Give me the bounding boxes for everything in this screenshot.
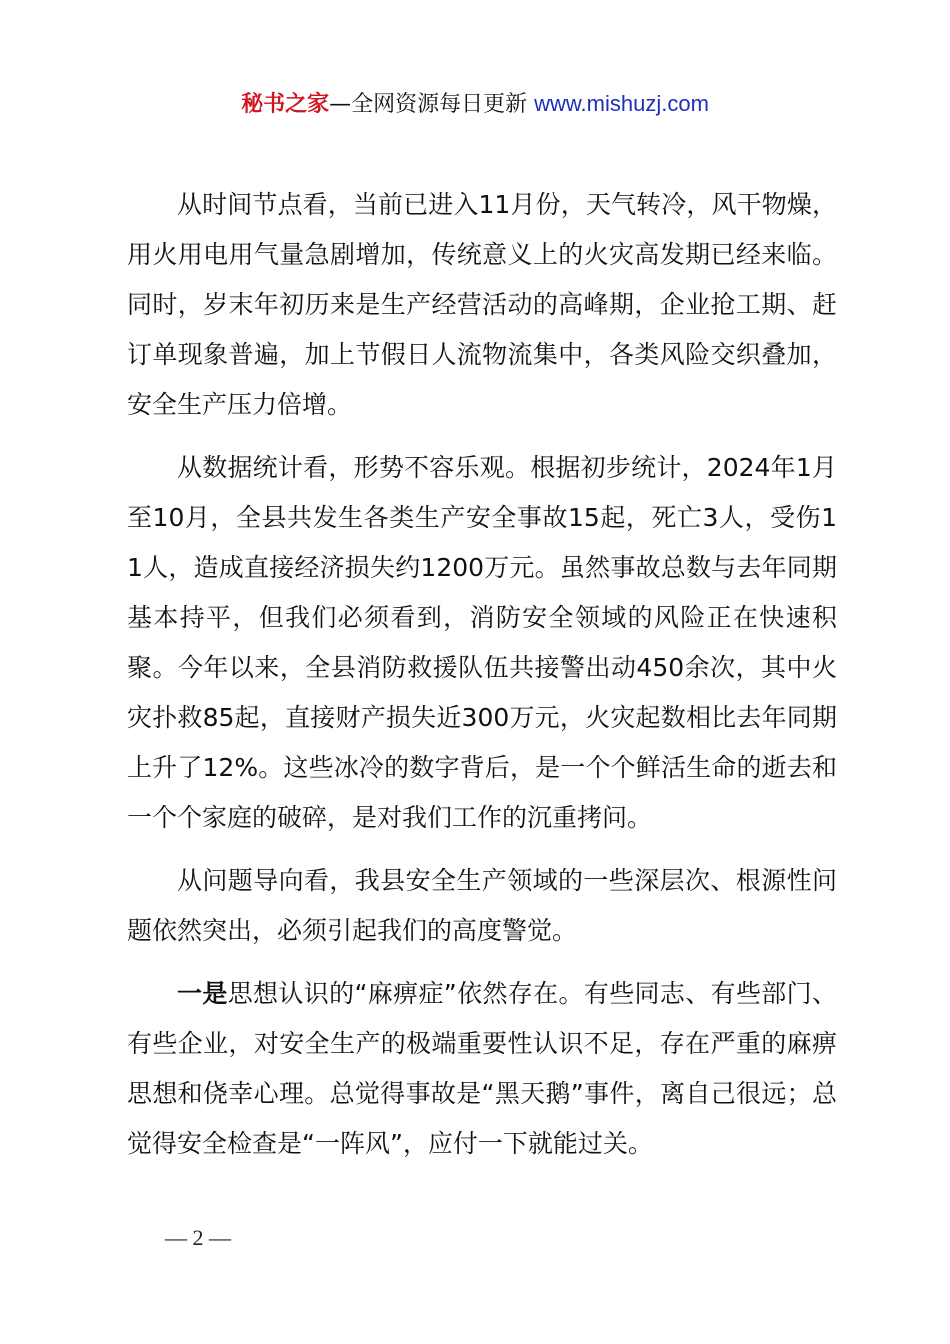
paragraph-statistics: 从数据统计看，形势不容乐观。根据初步统计，2024年1月至10月，全县共发生各类生产安全事故15起，死亡3人，受伤11人，造成直接经济损失约1200万元。虽然事故总数与去年同期基本持平，但我们必须看到，消防安全领域的风险正在快速积聚。今年以来，全县消防救援队伍共接警出动450余次，其中火灾扑救85起，直接财产损失近300万元，火灾起数相比去年同期上升了12%。这些冰冷的数字背后，是一个个鲜活生命的逝去和一个个家庭的破碎，是对我们工作的沉重拷问。 — [127, 453, 837, 832]
site-url-link[interactable]: www.mishuzj.com — [534, 91, 709, 116]
site-brand-name: 秘书之家 — [241, 92, 330, 117]
point-one-lead: 一是 — [177, 979, 228, 1008]
page-number: — 2 — — [165, 1225, 231, 1250]
document-body — [127, 180, 837, 1182]
point-one-text: 思想认识的“麻痹症”依然存在。有些同志、有些部门、有些企业，对安全生产的极端重要性认识不足，存在严重的麻痹思想和侥幸心理。总觉得事故是“黑天鹅”事件，离自己很远；总觉得安全检查是“一阵风”，应付一下就能过关。 — [127, 979, 837, 1158]
paragraph-point-one — [127, 969, 837, 1169]
site-tagline: —全网资源每日更新 — [329, 92, 535, 117]
paragraph-time-node: 从时间节点看，当前已进入11月份，天气转冷，风干物燥，用火用电用气量急剧增加，传统意义上的火灾高发期已经来临。同时，岁末年初历来是生产经营活动的高峰期，企业抢工期、赶订单现象普遍，加上节假日人流物流集中，各类风险交织叠加，安全生产压力倍增。 — [127, 190, 837, 419]
paragraph-problem-oriented: 从问题导向看，我县安全生产领域的一些深层次、根源性问题依然突出，必须引起我们的高度警觉。 — [127, 866, 837, 945]
site-banner — [0, 88, 950, 121]
